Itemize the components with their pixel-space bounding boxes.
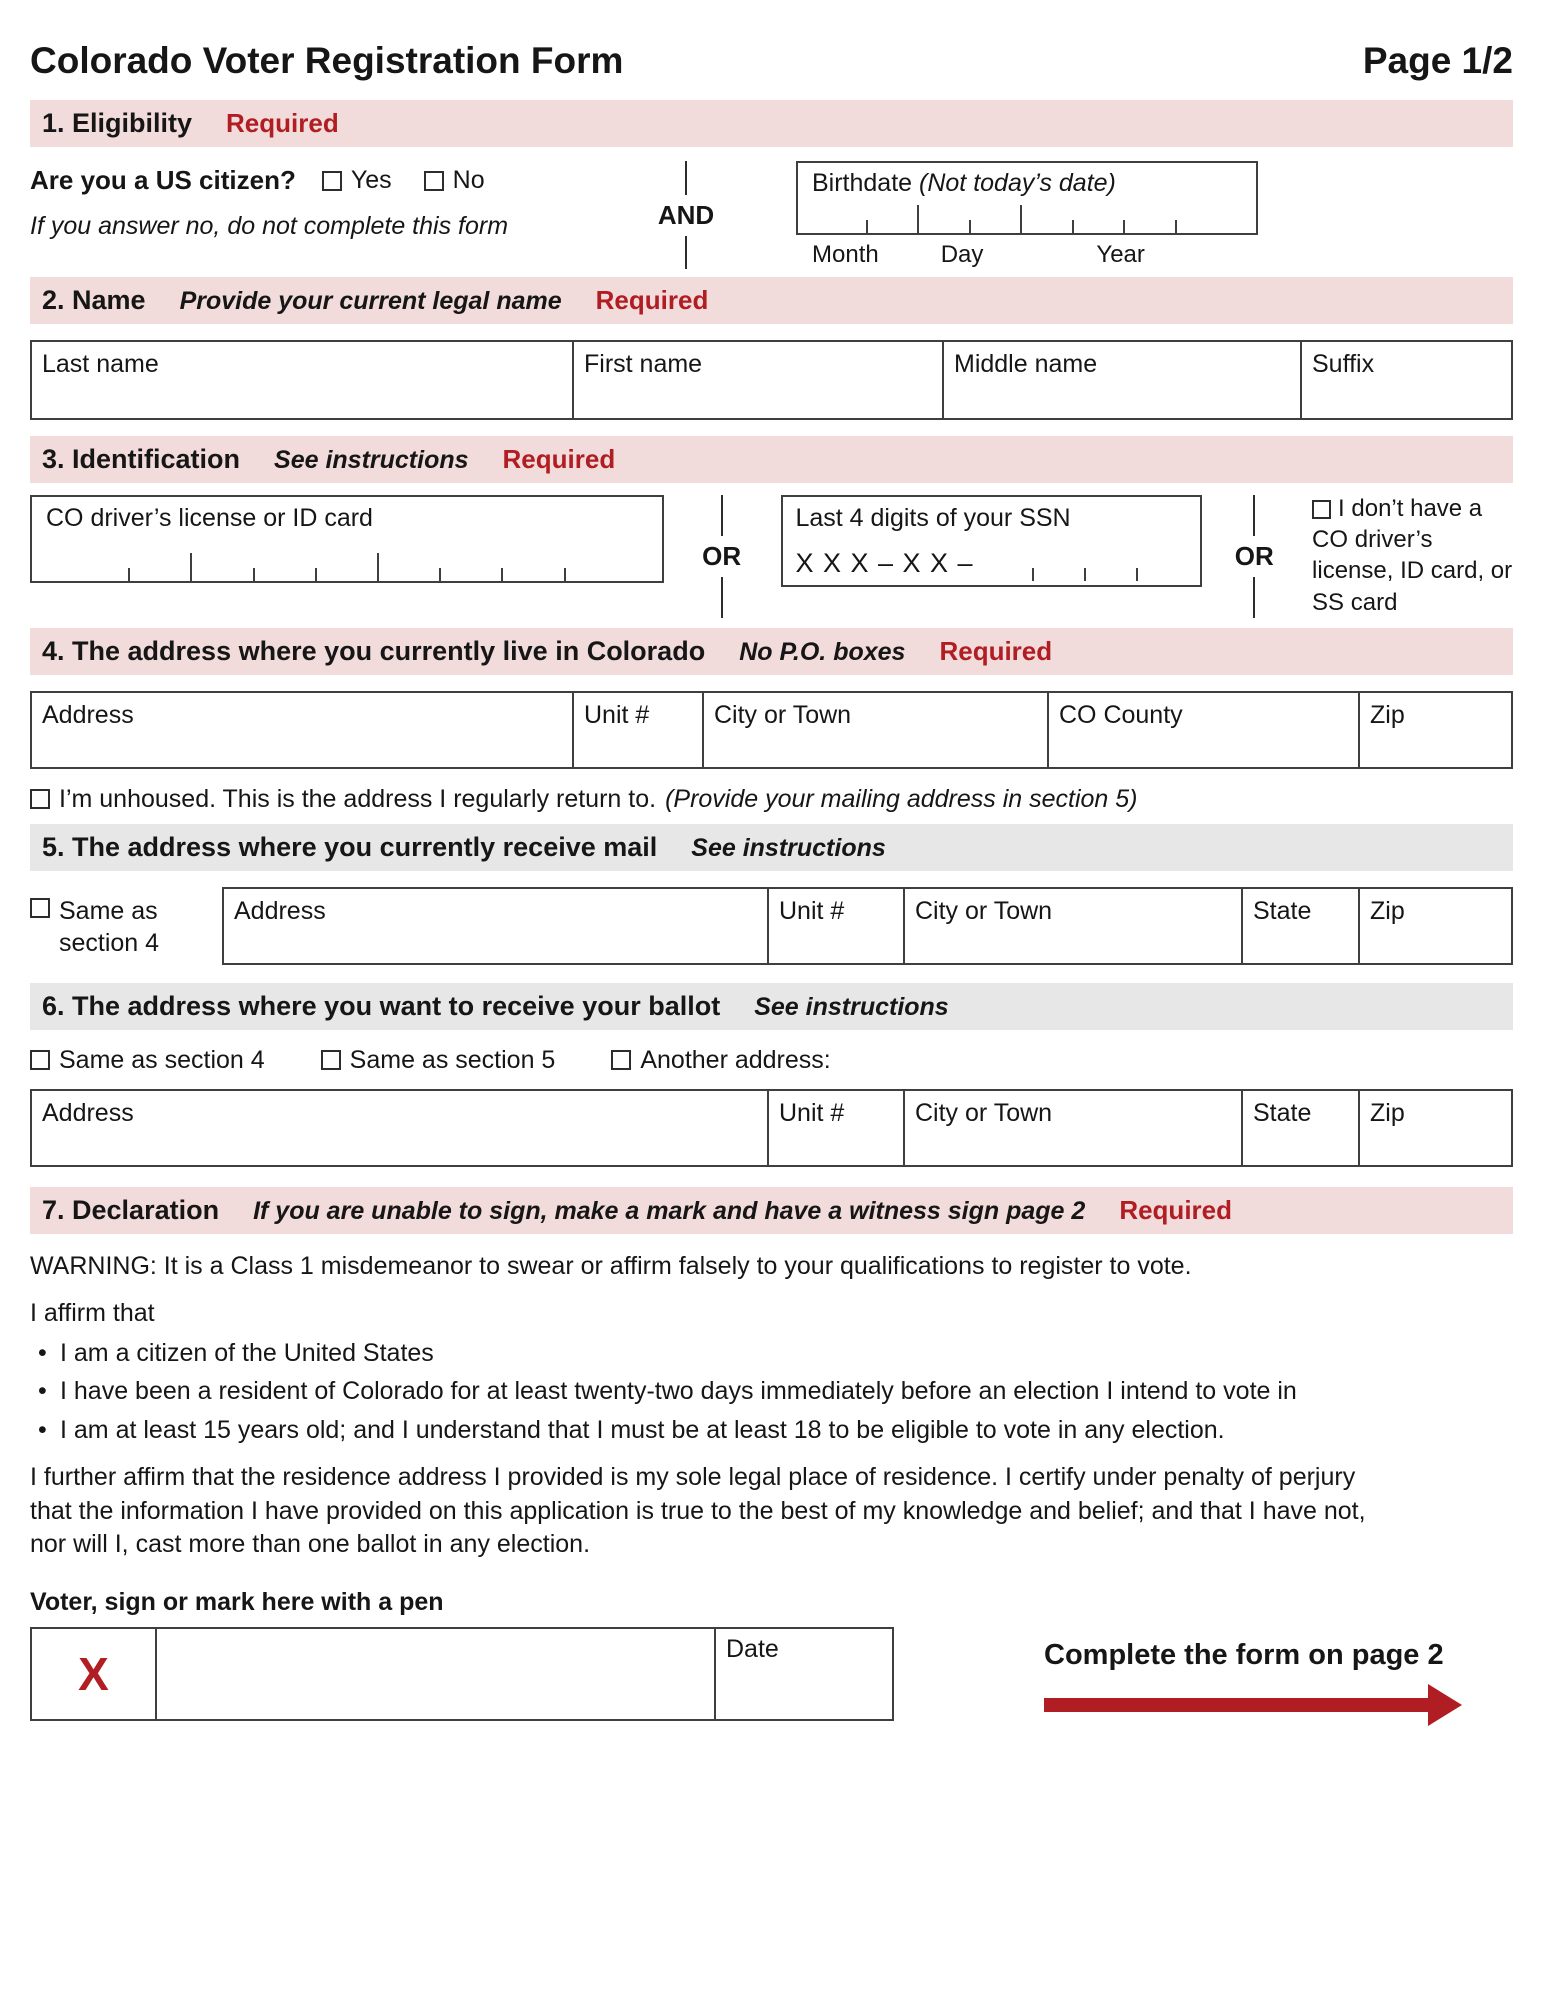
eligibility-section <box>30 147 1513 277</box>
further-affirmation: I further affirm that the residence address I provided is my sole legal place of residence. I certify under penalty of perjury that the information I have provided on this application is true to the best of my knowledge and belief; and that I have not, nor will I, cast more than one ballot in any election. <box>30 1463 1366 1559</box>
middle-name-label: Middle name <box>954 350 1098 378</box>
no-id-checkbox[interactable] <box>1312 500 1331 519</box>
s5-zip-field[interactable] <box>1358 889 1511 963</box>
affirmation-item: • I am at least 15 years old; and I understand that I must be at least 18 to be eligible to vote in any election. <box>30 1414 1450 1448</box>
section-2-subtitle: Provide your current legal name <box>179 287 562 315</box>
section-7-required-badge: Required <box>1119 1194 1232 1225</box>
ssn-field[interactable] <box>781 495 1202 587</box>
ballot-same-as-section4-checkbox[interactable] <box>30 1050 50 1070</box>
s5-address-label: Address <box>234 896 326 925</box>
section-3-subtitle: See instructions <box>274 446 469 474</box>
section-5-title: 5. The address where you currently receive mail <box>42 831 658 862</box>
s6-state-label: State <box>1253 1098 1312 1127</box>
last-name-label: Last name <box>42 350 159 378</box>
citizenship-yes-checkbox[interactable] <box>322 171 342 191</box>
s4-county-field[interactable] <box>1047 693 1358 767</box>
section-4-required-badge: Required <box>939 635 1053 666</box>
s5-state-label: State <box>1253 896 1312 925</box>
signature-x-cell <box>32 1629 155 1719</box>
month-day-year-labels <box>796 241 1258 269</box>
birthdate-block <box>796 161 1258 269</box>
s4-unit-label: Unit # <box>584 700 650 729</box>
drivers-license-field[interactable] <box>30 495 664 583</box>
ssn-mask: X X X – X X – <box>795 548 974 578</box>
or-separator-2 <box>1222 495 1286 618</box>
section-2-header <box>30 277 1513 324</box>
section-7-subtitle: If you are unable to sign, make a mark and have a witness sign page 2 <box>253 1196 1086 1225</box>
s6-unit-label: Unit # <box>779 1098 845 1127</box>
s5-address-field[interactable] <box>224 889 767 963</box>
section-3-header <box>30 436 1513 483</box>
no-id-option <box>1312 493 1513 618</box>
day-label: Day <box>940 241 984 268</box>
section-3-title: 3. Identification <box>42 444 241 474</box>
declaration-section <box>30 1250 1513 1562</box>
birthdate-field[interactable] <box>796 161 1258 235</box>
page-header <box>30 40 1513 82</box>
or-separator-1 <box>690 495 754 618</box>
s5-unit-field[interactable] <box>767 889 903 963</box>
section-2-title: 2. Name <box>42 285 146 315</box>
form-title: Colorado Voter Registration Form <box>30 40 624 81</box>
next-page-callout <box>1044 1627 1462 1726</box>
first-name-field[interactable] <box>572 342 942 418</box>
and-separator <box>654 161 718 269</box>
s4-zip-label: Zip <box>1370 700 1405 729</box>
ballot-same-as-section5-checkbox[interactable] <box>321 1050 341 1070</box>
name-fields-row <box>30 340 1513 420</box>
section-4-subtitle: No P.O. boxes <box>739 637 906 666</box>
citizenship-no-checkbox[interactable] <box>424 171 444 191</box>
date-field[interactable] <box>714 1629 892 1719</box>
declaration-warning: WARNING: It is a Class 1 misdemeanor to swear or affirm falsely to your qualifications to register to vote. <box>30 1251 1192 1280</box>
s4-zip-field[interactable] <box>1358 693 1511 767</box>
signature-box <box>30 1627 894 1721</box>
citizenship-yes-label: Yes <box>350 166 392 194</box>
suffix-field[interactable] <box>1300 342 1511 418</box>
section-7-title: 7. Declaration <box>42 1194 220 1225</box>
unhoused-label: I’m unhoused. This is the address I regularly return to. <box>59 784 657 813</box>
s4-city-label: City or Town <box>714 700 852 729</box>
citizenship-no-label: No <box>452 166 485 194</box>
ballot-another-address-label: Another address: <box>640 1045 831 1074</box>
ballot-same-as-section5-label: Same as section 5 <box>349 1045 556 1074</box>
section-1-header <box>30 100 1513 147</box>
unhoused-note: (Provide your mailing address in section 5) <box>665 784 1138 813</box>
section-1-title: 1. Eligibility <box>42 108 193 138</box>
section-1-required-badge: Required <box>226 108 339 138</box>
s6-city-field[interactable] <box>903 1091 1241 1165</box>
s6-zip-field[interactable] <box>1358 1091 1511 1165</box>
date-label: Date <box>726 1634 779 1663</box>
citizenship-question-block <box>30 161 642 269</box>
birthdate-label: Birthdate <box>812 169 913 197</box>
section-5-header <box>30 824 1513 871</box>
birthdate-note: (Not today’s date) <box>919 169 1116 197</box>
mail-same-as-section4-checkbox[interactable] <box>30 898 50 918</box>
page-number: Page 1/2 <box>1362 40 1513 81</box>
s4-county-label: CO County <box>1059 700 1183 729</box>
birthdate-tick-marks <box>812 203 1242 233</box>
or-label-1: OR <box>702 540 742 571</box>
s5-state-field[interactable] <box>1241 889 1358 963</box>
next-page-text: Complete the form on page 2 <box>1044 1638 1444 1671</box>
ssn-label: Last 4 digits of your SSN <box>795 504 1071 532</box>
affirmation-list <box>30 1337 1513 1448</box>
or-label-2: OR <box>1234 540 1274 571</box>
identification-section <box>30 483 1513 628</box>
s4-city-field[interactable] <box>702 693 1047 767</box>
mailing-address-section <box>30 887 1513 965</box>
ssn-tick-marks <box>982 555 1189 581</box>
ballot-address-row <box>30 1089 1513 1167</box>
last-name-field[interactable] <box>32 342 572 418</box>
x-mark: X <box>78 1647 109 1700</box>
section-7-header <box>30 1187 1513 1234</box>
s5-zip-label: Zip <box>1370 896 1405 925</box>
drivers-license-label: CO driver’s license or ID card <box>46 504 373 532</box>
s5-city-label: City or Town <box>915 896 1053 925</box>
s6-unit-field[interactable] <box>767 1091 903 1165</box>
s6-address-label: Address <box>42 1098 134 1127</box>
s4-unit-field[interactable] <box>572 693 702 767</box>
signature-area <box>30 1627 1513 1726</box>
no-id-label: I don’t have a CO driver’s license, ID card, or SS card <box>1312 495 1513 616</box>
section-4-title: 4. The address where you currently live in Colorado <box>42 635 706 666</box>
citizen-note: If you answer no, do not complete this form <box>30 212 509 240</box>
s4-address-field[interactable] <box>32 693 572 767</box>
and-label: AND <box>657 199 715 230</box>
citizen-question: Are you a US citizen? <box>30 165 296 195</box>
s4-address-label: Address <box>42 700 134 729</box>
mailing-address-row <box>222 887 1513 965</box>
section-6-header <box>30 983 1513 1030</box>
affirmation-item: • I have been a resident of Colorado for at least twenty-two days immediately before an election I intend to vote in <box>30 1375 1450 1409</box>
s6-city-label: City or Town <box>915 1098 1053 1127</box>
mail-same-as-section4-option <box>30 887 222 965</box>
suffix-label: Suffix <box>1312 350 1375 378</box>
section-3-required-badge: Required <box>502 444 616 474</box>
month-label: Month <box>812 241 879 268</box>
section-6-title: 6. The address where you want to receive your ballot <box>42 990 721 1021</box>
unhoused-option <box>30 785 1513 814</box>
section-5-subtitle: See instructions <box>691 833 886 862</box>
signature-field[interactable] <box>155 1629 714 1719</box>
affirm-intro: I affirm that <box>30 1299 155 1328</box>
s5-city-field[interactable] <box>903 889 1241 963</box>
section-6-subtitle: See instructions <box>754 992 949 1021</box>
license-tick-marks <box>46 551 648 581</box>
section-2-required-badge: Required <box>595 285 709 315</box>
s6-state-field[interactable] <box>1241 1091 1358 1165</box>
unhoused-checkbox[interactable] <box>30 789 50 809</box>
ballot-address-options <box>30 1046 1513 1075</box>
s6-zip-label: Zip <box>1370 1098 1405 1127</box>
residence-address-row <box>30 691 1513 769</box>
middle-name-field[interactable] <box>942 342 1300 418</box>
ballot-another-address-checkbox[interactable] <box>611 1050 631 1070</box>
s5-unit-label: Unit # <box>779 896 845 925</box>
first-name-label: First name <box>584 350 703 378</box>
section-4-header <box>30 628 1513 675</box>
affirmation-item: • I am a citizen of the United States <box>30 1337 1450 1371</box>
next-page-arrow-icon <box>1044 1684 1462 1726</box>
mail-same-as-section4-label: Same as section 4 <box>59 896 160 958</box>
s6-address-field[interactable] <box>32 1091 767 1165</box>
year-label: Year <box>1096 241 1145 268</box>
sign-instruction: Voter, sign or mark here with a pen <box>30 1587 444 1616</box>
ballot-same-as-section4-label: Same as section 4 <box>59 1045 265 1074</box>
